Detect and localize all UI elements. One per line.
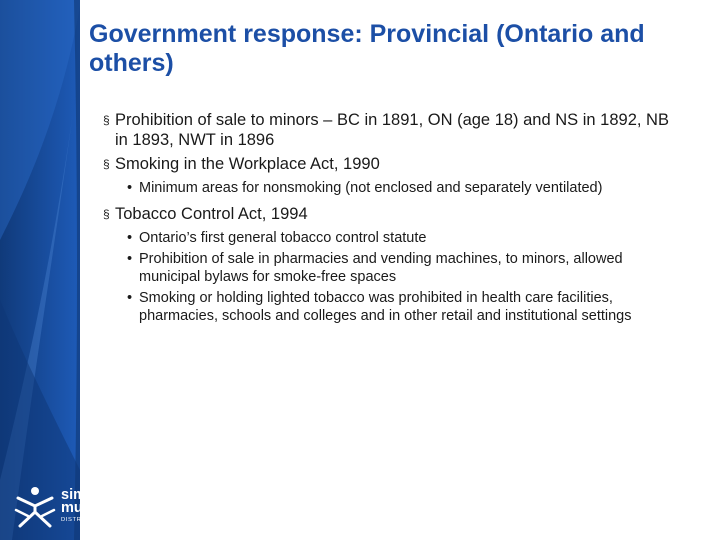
sub-bullet-marker: • xyxy=(127,290,133,306)
sub-bullet-item xyxy=(127,180,683,198)
health-unit-logo xyxy=(14,486,154,530)
bullet-list xyxy=(103,110,683,329)
logo-line-muskoka: muskoka xyxy=(61,500,124,516)
bullet-text: Smoking in the Workplace Act, 1990 xyxy=(115,155,380,173)
logo-line-district: DISTRICT HEALTH UNIT xyxy=(61,517,139,523)
sub-bullet-item xyxy=(127,290,683,325)
sub-bullet-marker: • xyxy=(127,180,133,196)
bullet-text: Prohibition of sale to minors – BC in 1891, ON (age 18) and NS in 1892, NB in 1893, NWT in 1896 xyxy=(115,111,669,149)
sub-bullet-text: Ontario’s first general tobacco control statute xyxy=(139,229,427,246)
bullet-marker: § xyxy=(103,157,110,171)
band-swoosh-graphic xyxy=(0,0,80,540)
sub-bullet-text: Minimum areas for nonsmoking (not enclosed and separately ventilated) xyxy=(139,180,603,196)
bullet-text: Tobacco Control Act, 1994 xyxy=(115,204,308,223)
bullet-item xyxy=(103,154,683,174)
bullet-item xyxy=(103,204,683,224)
left-decorative-band xyxy=(0,0,80,540)
sub-bullet-marker: • xyxy=(127,251,133,267)
figures-emblem-icon xyxy=(14,486,56,530)
sub-bullet-text: Prohibition of sale in pharmacies and vending machines, to minors, allowed municipal bylaws for smoke-free spaces xyxy=(139,251,623,285)
logo-wordmark xyxy=(61,489,139,525)
bullet-marker: § xyxy=(103,206,110,221)
slide-title: Government response: Provincial (Ontario and others) xyxy=(89,20,645,77)
sub-bullet-text: Smoking or holding lighted tobacco was prohibited in health care facilities, pharmacies, schools and colleges and in other retail and institutional settings xyxy=(139,290,632,324)
sub-bullet-marker: • xyxy=(127,229,133,246)
logo-line-simcoe: simcoe xyxy=(61,487,111,503)
sub-bullet-item xyxy=(127,251,683,286)
bullet-marker: § xyxy=(103,113,110,127)
sub-bullet-item xyxy=(127,230,683,248)
bullet-item xyxy=(103,110,683,150)
